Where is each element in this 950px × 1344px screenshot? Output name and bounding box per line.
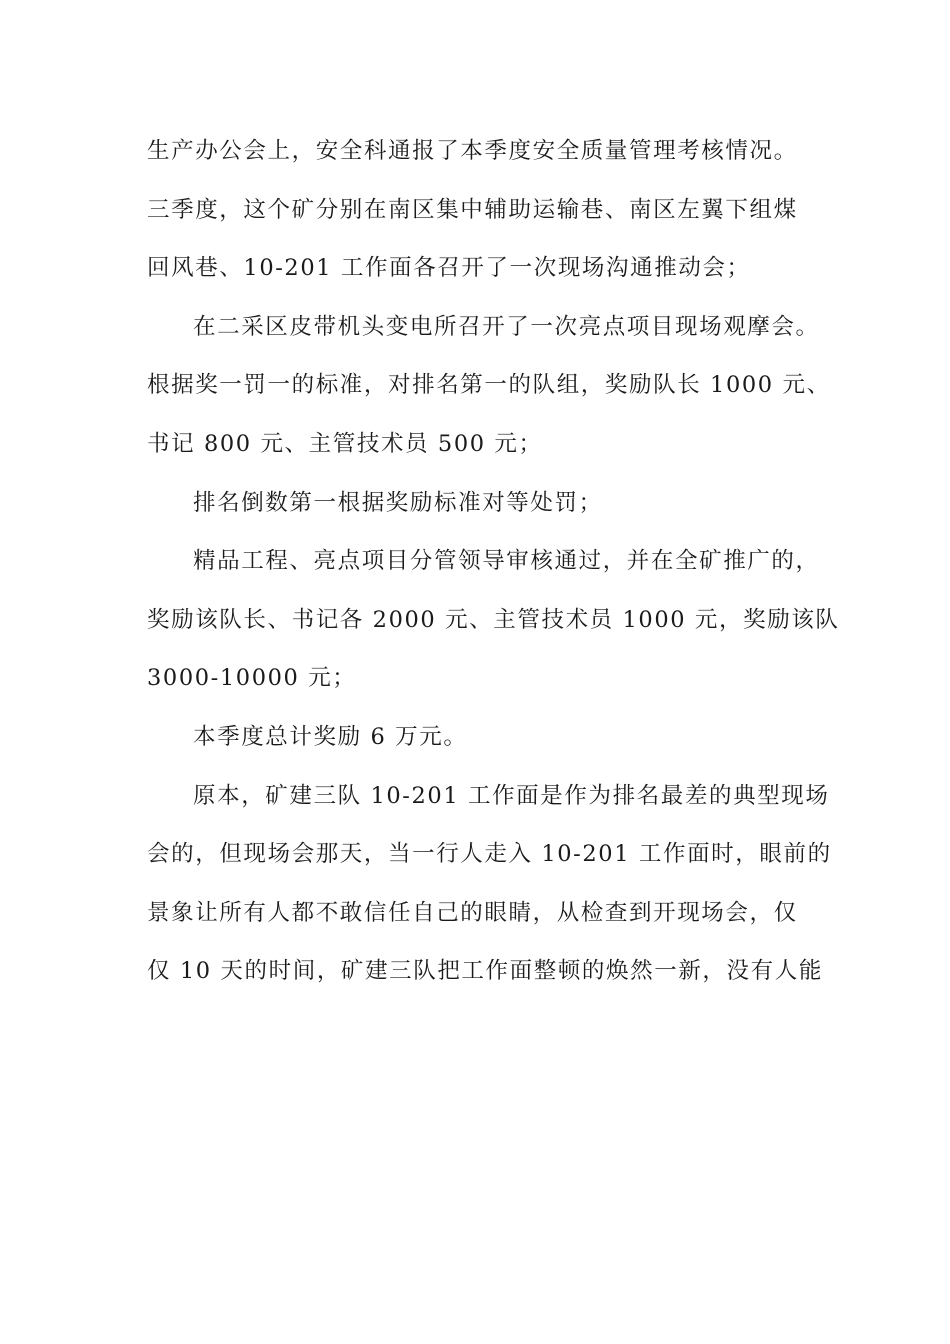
text-line: 根据奖一罚一的标准，对排名第一的队组，奖励队长 1000 元、 <box>147 372 831 399</box>
paragraph-start-line: 排名倒数第一根据奖励标准对等处罚； <box>193 489 603 516</box>
text-line: 会的，但现场会那天，当一行人走入 10-201 工作面时，眼前的 <box>147 841 832 868</box>
text-line: 仅 10 天的时间，矿建三队把工作面整顿的焕然一新，没有人能 <box>147 958 823 985</box>
paragraph-start-line: 在二采区皮带机头变电所召开了一次亮点项目现场观摩会。 <box>193 313 820 340</box>
text-line: 奖励该队长、书记各 2000 元、主管技术员 1000 元，奖励该队 <box>147 606 840 633</box>
text-line: 景象让所有人都不敢信任自己的眼睛，从检查到开现场会，仅 <box>147 899 798 926</box>
text-line: 书记 800 元、主管技术员 500 元； <box>147 430 543 457</box>
paragraph-start-line: 精品工程、亮点项目分管领导审核通过，并在全矿推广的， <box>193 548 820 575</box>
paragraph-start-line: 原本，矿建三队 10-201 工作面是作为排名最差的典型现场 <box>193 782 830 809</box>
paragraph-start-line: 本季度总计奖励 6 万元。 <box>193 723 468 750</box>
text-line: 生产办公会上，安全科通报了本季度安全质量管理考核情况。 <box>147 138 798 164</box>
text-line: 回风巷、10-201 工作面各召开了一次现场沟通推动会； <box>147 255 751 282</box>
text-line: 三季度，这个矿分别在南区集中辅助运输巷、南区左翼下组煤 <box>147 196 798 223</box>
text-line: 3000-10000 元； <box>147 665 357 692</box>
body-text <box>147 129 840 1008</box>
